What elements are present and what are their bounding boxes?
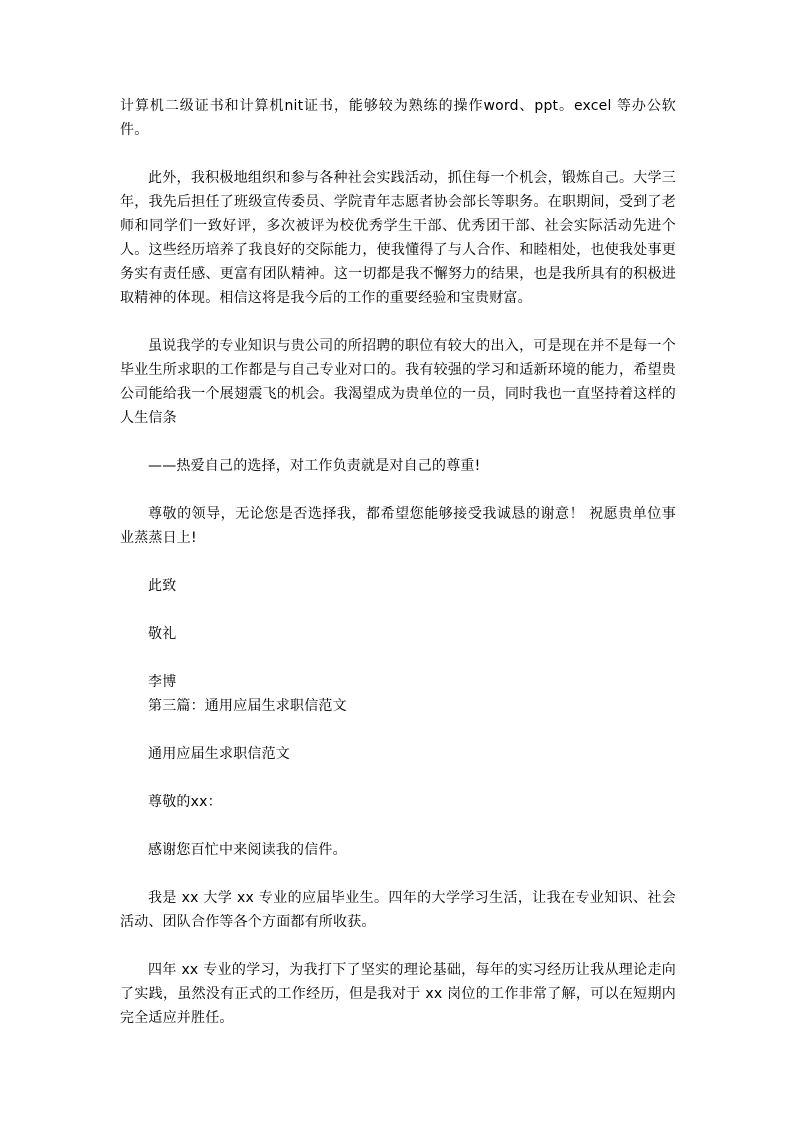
paragraph-thanks: 尊敬的领导，无论您是否选择我，都希望您能够接受我诚恳的谢意！ 祝愿贵单位事业蒸蒸日上!: [120, 506, 676, 546]
paragraph-intro: 我是 xx 大学 xx 专业的应届毕业生。四年的大学学习生活，让我在专业知识、社会活动、团队合作等各个方面都有所收获。: [120, 890, 676, 930]
paragraph-social-practice: 此外，我积极地组织和参与各种社会实践活动，抓住每一个机会，锻炼自己。大学三年，我先后担任了班级宣传委员、学院青年志愿者协会部长等职务。在职期间，受到了老师和同学们一致好评，多次被评为校优秀学生干部、优秀团干部、社会实际活动先进个人。这些经历培养了我良好的交际能力，使我懂得了与人合作、和睦相处，也使我处事更务实有责任感、更富有团队精神。这一切都是我不懈努力的结果，也是我所具有的积极进取精神的体现。相信这将是我今后的工作的重要经验和宝贵财富。: [120, 170, 676, 306]
closing-jingli: 敬礼: [148, 626, 177, 642]
document-body: [120, 94, 676, 1054]
letter-title: 通用应届生求职信范文: [148, 746, 290, 762]
signature-name: 李博: [148, 674, 177, 690]
paragraph-appreciation: 感谢您百忙中来阅读我的信件。: [148, 842, 347, 858]
paragraph-motto: ——热爱自己的选择，对工作负责就是对自己的尊重!: [148, 458, 481, 474]
paragraph-certificates: 计算机二级证书和计算机nit证书，能够较为熟练的操作word、ppt。excel 等办公软件。: [120, 98, 676, 138]
paragraph-major-mismatch: 虽说我学的专业知识与贵公司的所招聘的职位有较大的出入，可是现在并不是每一个毕业生所求职的工作都是与自己专业对口的。我有较强的学习和适新环境的能力，希望贵公司能给我一个展翅震飞的机会。我渴望成为贵单位的一员，同时我也一直坚持着这样的人生信条: [120, 338, 676, 426]
closing-cizhi: 此致: [148, 578, 177, 594]
salutation: 尊敬的xx：: [148, 794, 222, 810]
section-heading: 第三篇：通用应届生求职信范文: [148, 698, 347, 714]
paragraph-study: 四年 xx 专业的学习，为我打下了坚实的理论基础，每年的实习经历让我从理论走向了实践，虽然没有正式的工作经历，但是我对于 xx 岗位的工作非常了解，可以在短期内完全适应并胜任。: [120, 962, 676, 1026]
